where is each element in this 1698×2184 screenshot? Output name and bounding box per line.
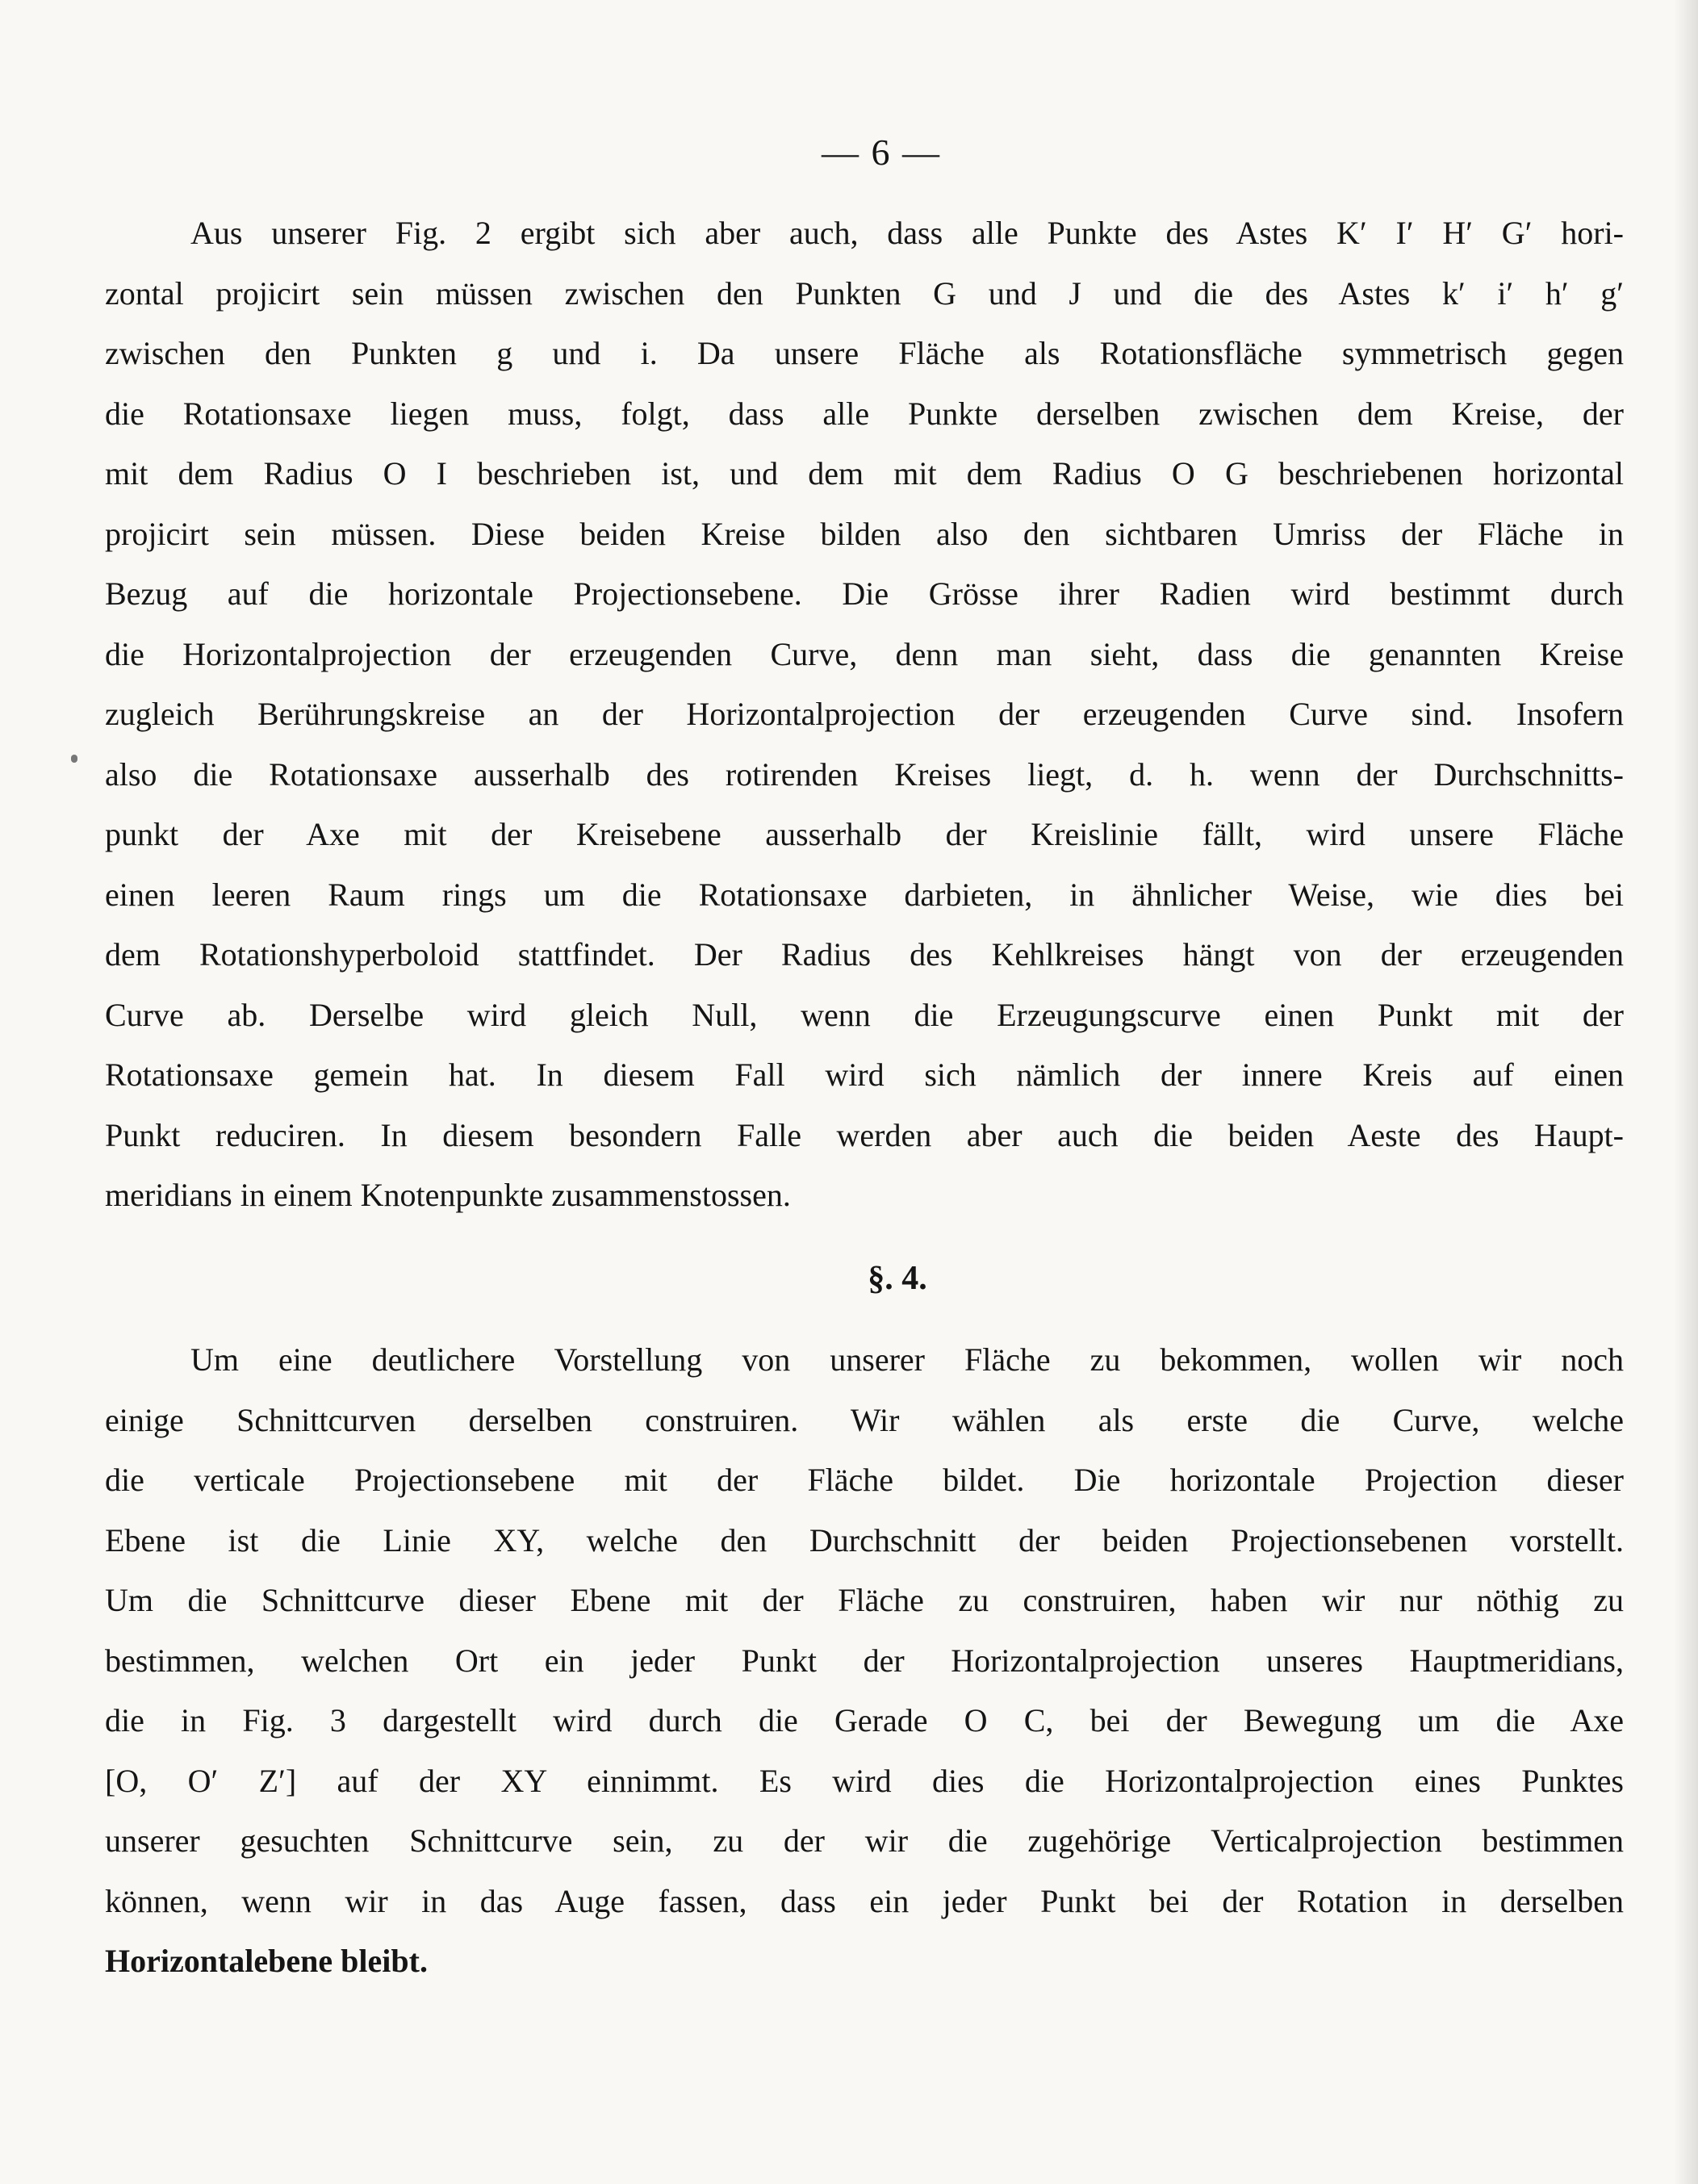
paragraph-2-line: einige Schnittcurven derselben construiren. Wir wählen als erste die Curve, welche: [105, 1401, 1624, 1438]
paragraph-1-line: Curve ab. Derselbe wird gleich Null, wenn die Erzeugungscurve einen Punkt mit der: [105, 996, 1624, 1033]
paragraph-1-line: die Horizontalprojection der erzeugenden Curve, denn man sieht, dass die genannten Kreise: [105, 635, 1624, 672]
paragraph-2-line: bestimmen, welchen Ort ein jeder Punkt der Horizontalprojection unseres Hauptmeridians,: [105, 1642, 1624, 1679]
paragraph-2-line: Ebene ist die Linie XY, welche den Durchschnitt der beiden Projectionsebenen vorstellt.: [105, 1521, 1624, 1559]
paragraph-2-line: die in Fig. 3 dargestellt wird durch die Gerade O C, bei der Bewegung um die Axe: [105, 1702, 1624, 1738]
paragraph-2-line: unserer gesuchten Schnittcurve sein, zu der wir die zugehörige Verticalprojection bestimmen: [105, 1822, 1624, 1859]
section-heading: §. 4.: [868, 1260, 927, 1297]
paragraph-1-line: meridians in einem Knotenpunkte zusammenstossen.: [105, 1177, 791, 1213]
paragraph-2: [105, 1330, 1624, 1992]
paragraph-1-line: zugleich Berührungskreise an der Horizontalprojection der erzeugenden Curve sind. Insofern: [105, 696, 1624, 732]
paragraph-1-line: zontal projicirt sein müssen zwischen den Punkten G und J und die des Astes k′ i′ h′ g′: [105, 274, 1624, 312]
paragraph-1-line: mit dem Radius O I beschrieben ist, und dem mit dem Radius O G beschriebenen horizontal: [105, 455, 1624, 492]
margin-mark: [71, 755, 77, 763]
paragraph-1-line: Aus unserer Fig. 2 ergibt sich aber auch, dass alle Punkte des Astes K′ I′ H′ G′ hori-: [190, 215, 1624, 251]
scan-edge-shadow: [1674, 0, 1698, 2184]
paragraph-2-line: Horizontalebene bleibt.: [105, 1943, 428, 1979]
paragraph-2-line: die verticale Projectionsebene mit der Fläche bildet. Die horizontale Projection dieser: [105, 1462, 1624, 1498]
paragraph-2-line: Um die Schnittcurve dieser Ebene mit der Fläche zu construiren, haben wir nur nöthig zu: [105, 1582, 1624, 1618]
paragraph-1-line: Bezug auf die horizontale Projectionsebene. Die Grösse ihrer Radien wird bestimmt durch: [105, 575, 1624, 612]
paragraph-1-line: projicirt sein müssen. Diese beiden Kreise bilden also den sichtbaren Umriss der Fläche in: [105, 515, 1624, 552]
page-number: — 6 —: [822, 132, 941, 173]
paragraph-1-line: Rotationsaxe gemein hat. In diesem Fall wird sich nämlich der innere Kreis auf einen: [105, 1056, 1624, 1093]
paragraph-2-line: [O, O′ Z′] auf der XY einnimmt. Es wird dies die Horizontalprojection eines Punktes: [105, 1762, 1624, 1799]
paragraph-1-line: punkt der Axe mit der Kreisebene ausserhalb der Kreislinie fällt, wird unsere Fläche: [105, 816, 1624, 852]
paragraph-2-line: Um eine deutlichere Vorstellung von unserer Fläche zu bekommen, wollen wir noch: [190, 1341, 1624, 1378]
paragraph-1-line: Punkt reduciren. In diesem besondern Falle werden aber auch die beiden Aeste des Haupt-: [105, 1116, 1624, 1153]
paragraph-1-line: die Rotationsaxe liegen muss, folgt, dass alle Punkte derselben zwischen dem Kreise, der: [105, 395, 1624, 432]
paragraph-1-line: also die Rotationsaxe ausserhalb des rotirenden Kreises liegt, d. h. wenn der Durchschnitts-: [105, 755, 1624, 793]
paragraph-2-line: können, wenn wir in das Auge fassen, dass ein jeder Punkt bei der Rotation in derselben: [105, 1882, 1624, 1919]
paragraph-1-line: zwischen den Punkten g und i. Da unsere Fläche als Rotationsfläche symmetrisch gegen: [105, 335, 1624, 371]
paragraph-1-line: einen leeren Raum rings um die Rotationsaxe darbieten, in ähnlicher Weise, wie dies bei: [105, 876, 1624, 913]
paragraph-1: [105, 203, 1624, 1226]
paragraph-1-line: dem Rotationshyperboloid stattfindet. Der Radius des Kehlkreises hängt von der erzeugenden: [105, 936, 1624, 973]
